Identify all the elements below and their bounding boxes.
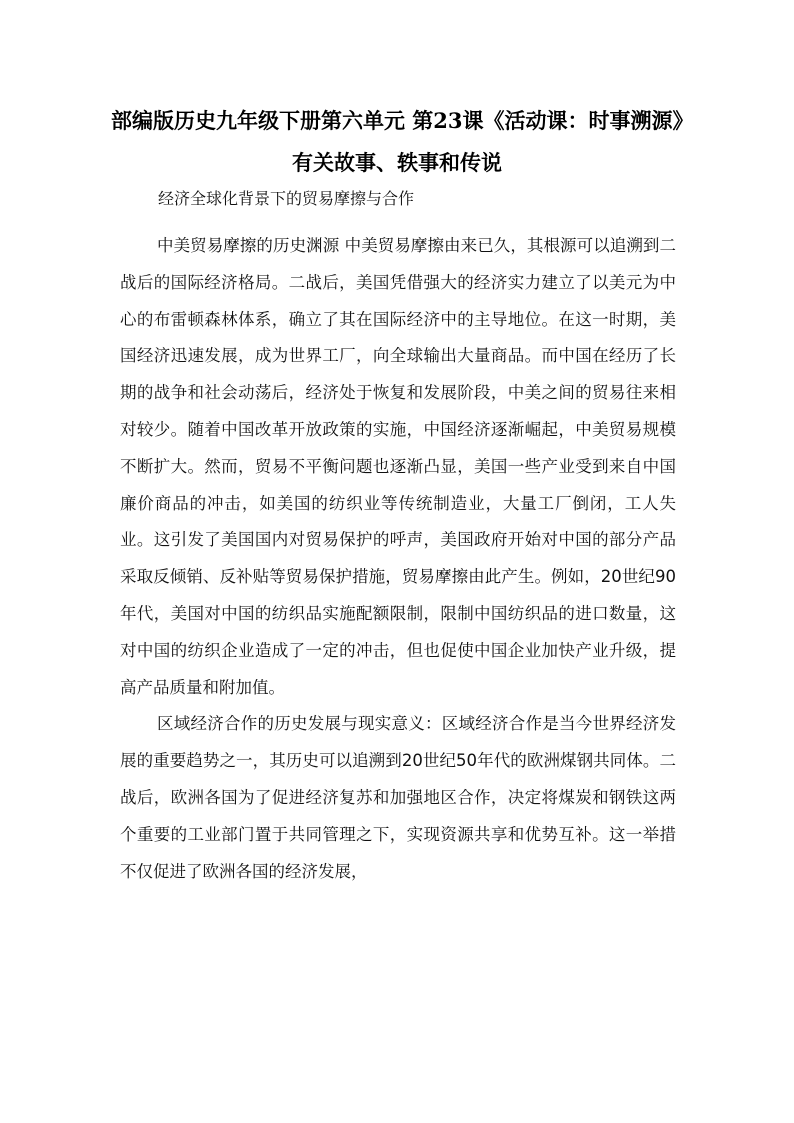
paragraph-trade-friction: 中美贸易摩擦的历史渊源 中美贸易摩擦由来已久，其根源可以追溯到二战后的国际经济格局。二战后，美国凭借强大的经济实力建立了以美元为中心的布雷顿森林体系，确立了其在国际经济中的主导地位。在这一时期，美国经济迅速发展，成为世界工厂，向全球输出大量商品。而中国在经历了长期的战争和社会动荡后，经济处于恢复和发展阶段，中美之间的贸易往来相对较少。随着中国改革开放政策的实施，中国经济逐渐崛起，中美贸易规模不断扩大。然而，贸易不平衡问题也逐渐凸显，美国一些产业受到来自中国廉价商品的冲击，如美国的纺织业等传统制造业，大量工厂倒闭，工人失业。这引发了美国国内对贸易保护的呼声，美国政府开始对中国的部分产品采取反倾销、反补贴等贸易保护措施，贸易摩擦由此产生。例如，20世纪90年代，美国对中国的纺织品实施配额限制，限制中国纺织品的进口数量，这对中国的纺织企业造成了一定的冲击，但也促使中国企业加快产业升级，提高产品质量和附加值。 (120, 236, 676, 697)
paragraph-regional-cooperation: 区域经济合作的历史发展与现实意义：区域经济合作是当今世界经济发展的重要趋势之一，其历史可以追溯到20世纪50年代的欧洲煤钢共同体。二战后，欧洲各国为了促进经济复苏和加强地区合作，决定将煤炭和钢铁这两个重要的工业部门置于共同管理之下，实现资源共享和优势互补。这一举措不仅促进了欧洲各国的经济发展， (120, 714, 676, 881)
document-title: 部编版历史九年级下册第六单元 第23课《活动课：时事溯源》有关故事、轶事和传说 (110, 108, 684, 175)
body-text (120, 228, 676, 890)
section-subtitle: 经济全球化背景下的贸易摩擦与合作 (158, 189, 415, 208)
